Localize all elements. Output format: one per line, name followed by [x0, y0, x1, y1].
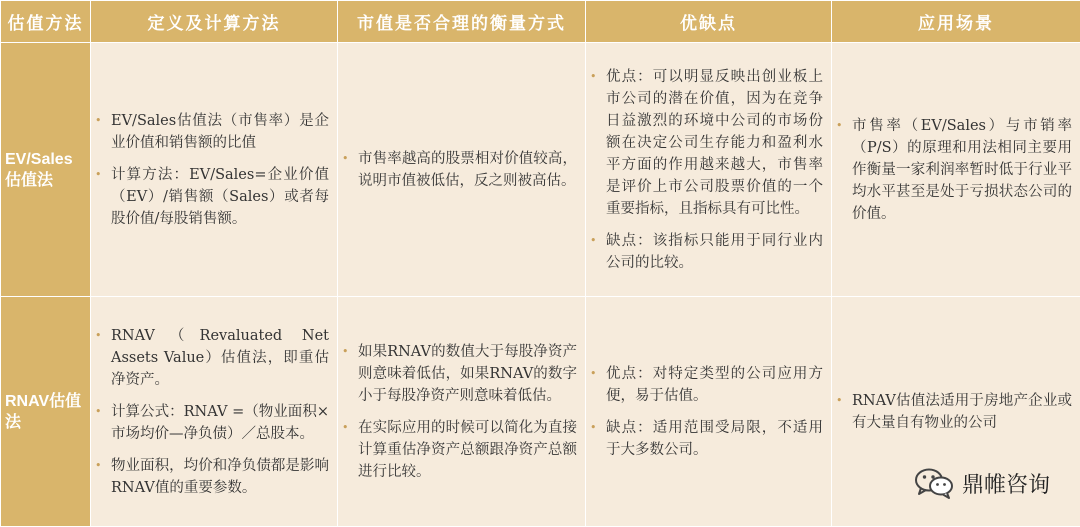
bullet-text: 优点：可以明显反映出创业板上市公司的潜在价值，因为在竞争日益激烈的环境中公司的市场份额在决定公司生存能力和盈利水平方面的作用越来越大，市售率是评价上市公司股票价值的一个重要指标，且指标具有可比性。	[606, 68, 823, 217]
bullet-text: RNAV（Revaluated Net Assets Value）估值法，即重估净资产。	[111, 327, 329, 388]
pros-cons-cell	[586, 43, 832, 297]
bullet-item	[342, 341, 577, 407]
bullet-icon: •	[590, 69, 597, 83]
definition-cell	[91, 43, 338, 297]
bullet-text: 缺点：适用范围受局限，不适用于大多数公司。	[606, 419, 823, 458]
bullet-icon: •	[95, 167, 102, 181]
header-scenario: 应用场景	[832, 1, 1080, 43]
measure-cell	[338, 297, 586, 527]
bullet-item	[95, 455, 329, 499]
bullet-text: 物业面积，均价和净负债都是影响RNAV值的重要参数。	[111, 457, 329, 496]
bullet-text: 优点：对特定类型的公司应用方便，易于估值。	[606, 365, 823, 404]
bullet-item	[95, 110, 329, 154]
bullet-item	[836, 390, 1072, 434]
bullet-item	[590, 363, 823, 407]
bullet-item	[95, 164, 329, 230]
bullet-icon: •	[836, 393, 843, 407]
bullet-icon: •	[95, 113, 102, 127]
bullet-icon: •	[342, 344, 349, 358]
bullet-item	[95, 401, 329, 445]
bullet-text: 计算公式：RNAV =（物业面积×市场均价—净负债）／总股本。	[111, 403, 329, 442]
bullet-icon: •	[95, 404, 102, 418]
bullet-text: 计算方法：EV/Sales=企业价值（EV）/销售额（Sales）或者每股价值/每股销售额。	[111, 166, 329, 227]
bullet-icon: •	[836, 118, 843, 132]
bullet-item	[590, 230, 823, 274]
bullet-item	[590, 417, 823, 461]
bullet-text: 市售率越高的股票相对价值较高，说明市值被低估，反之则被高估。	[358, 150, 577, 189]
bullet-item	[590, 66, 823, 220]
bullet-icon: •	[590, 420, 597, 434]
bullet-item	[836, 115, 1072, 225]
bullet-icon: •	[342, 151, 349, 165]
bullet-text: 市售率（EV/Sales）与市销率（P/S）的原理和用法相同主要用作衡量一家利润率暂时低于行业平均水平甚至是处于亏损状态公司的价值。	[852, 117, 1072, 222]
header-method: 估值方法	[1, 1, 91, 43]
pros-cons-cell	[586, 297, 832, 527]
method-cell: EV/Sales估值法	[1, 43, 91, 297]
table-header-row	[1, 1, 1080, 43]
bullet-item	[342, 417, 577, 483]
table-row	[1, 43, 1080, 297]
measure-cell	[338, 43, 586, 297]
header-measure: 市值是否合理的衡量方式	[338, 1, 586, 43]
method-cell: RNAV估值法	[1, 297, 91, 527]
header-pros-cons: 优缺点	[586, 1, 832, 43]
header-definition: 定义及计算方法	[91, 1, 338, 43]
bullet-text: EV/Sales估值法（市售率）是企业价值和销售额的比值	[111, 112, 329, 151]
bullet-icon: •	[590, 233, 597, 247]
bullet-item	[95, 325, 329, 391]
scenario-cell	[832, 43, 1080, 297]
bullet-text: 如果RNAV的数值大于每股净资产则意味着低估，如果RNAV的数字小于每股净资产则意味着低估。	[358, 343, 577, 404]
definition-cell	[91, 297, 338, 527]
watermark-label: 鼎帷咨询	[961, 472, 1050, 498]
bullet-icon: •	[95, 328, 102, 342]
bullet-text: RNAV估值法适用于房地产企业或有大量自有物业的公司	[852, 392, 1072, 431]
watermark	[914, 467, 1050, 499]
bullet-item	[342, 148, 577, 192]
bullet-icon: •	[342, 420, 349, 434]
bullet-icon: •	[590, 366, 597, 380]
bullet-text: 在实际应用的时候可以简化为直接计算重估净资产总额跟净资产总额进行比较。	[358, 419, 577, 480]
wechat-icon	[914, 467, 954, 499]
bullet-icon: •	[95, 458, 102, 472]
bullet-text: 缺点：该指标只能用于同行业内公司的比较。	[606, 232, 823, 271]
